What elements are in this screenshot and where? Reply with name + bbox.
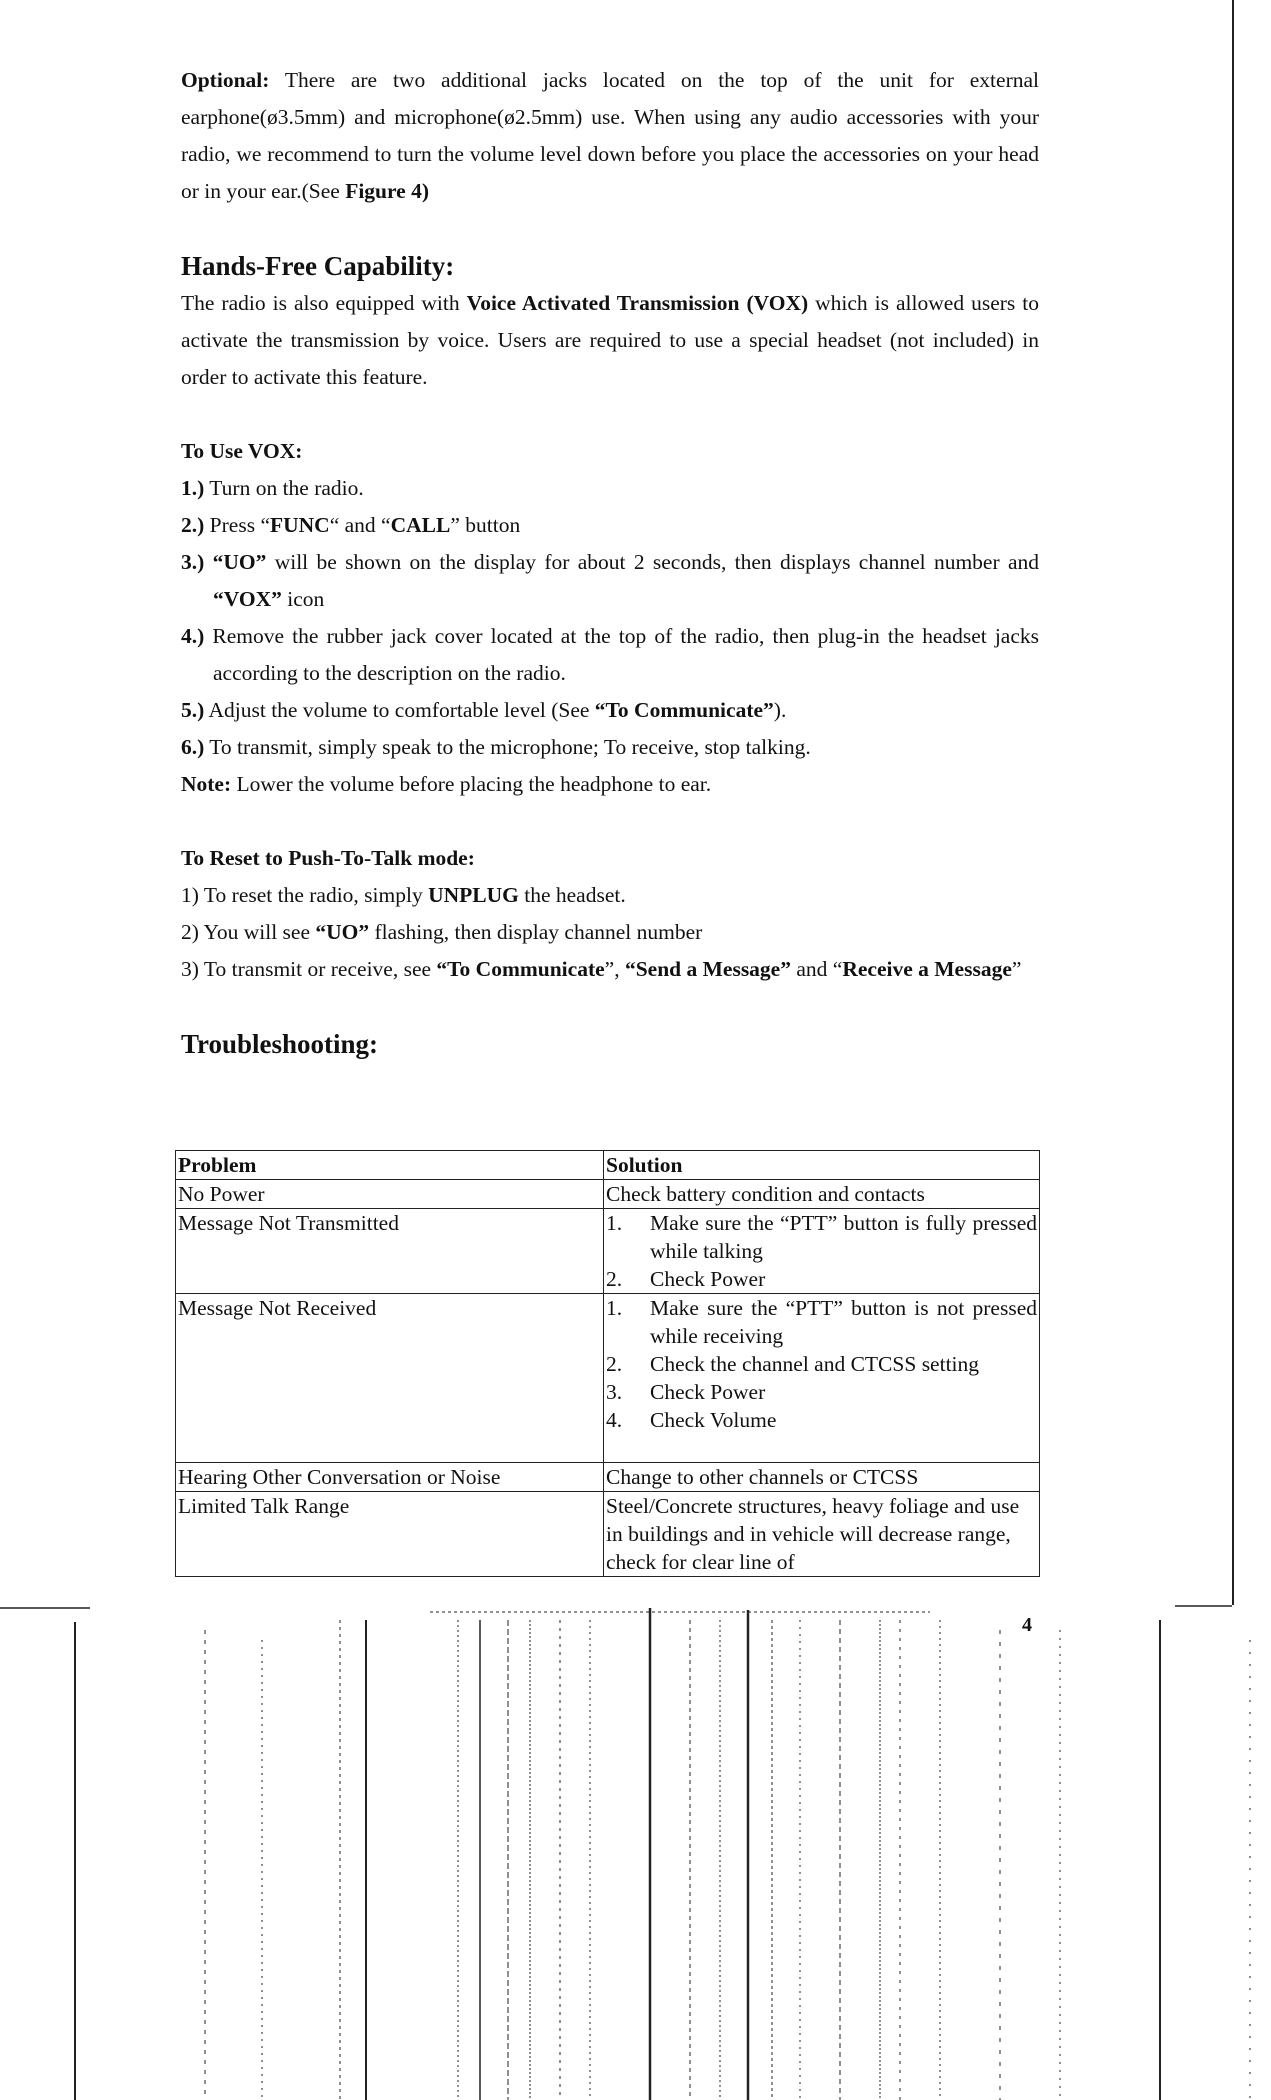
header-solution: Solution	[604, 1151, 1040, 1180]
solution-cell: Change to other channels or CTCSS	[604, 1463, 1040, 1492]
send-message-ref: “Send a Message”	[624, 957, 791, 981]
reset-step-3-text-d: ”	[1011, 957, 1022, 981]
scan-noise-area	[0, 1600, 1271, 2100]
problem-cell: Hearing Other Conversation or Noise	[176, 1463, 604, 1492]
vox-step-2-num: 2.)	[181, 513, 205, 537]
solution-item	[606, 1350, 1037, 1378]
vox-step-3-num: 3.)	[181, 550, 205, 574]
vox-step-6	[181, 729, 1039, 766]
table-row	[176, 1209, 1040, 1294]
vox-step-1	[181, 470, 1039, 507]
to-communicate-ref-2: “To Communicate	[436, 957, 605, 981]
solution-item	[606, 1265, 1037, 1293]
solution-num: 2.	[606, 1267, 623, 1291]
table-row	[176, 1180, 1040, 1209]
solution-text: Make sure the “PTT” button is not pressed while receiving	[650, 1296, 1037, 1348]
reset-ptt-title: To Reset to Push-To-Talk mode:	[181, 846, 475, 870]
table-row	[176, 1294, 1040, 1463]
vox-step-6-text: To transmit, simply speak to the microphone; To receive, stop talking.	[204, 735, 811, 759]
reset-step-3-text-c: and “	[790, 957, 843, 981]
solution-cell	[604, 1209, 1040, 1294]
troubleshooting-title: Troubleshooting:	[181, 1029, 379, 1059]
reset-step-3-text-a: 3) To transmit or receive, see	[181, 957, 437, 981]
solution-text: Check Power	[650, 1267, 766, 1291]
solution-cell: Check battery condition and contacts	[604, 1180, 1040, 1209]
reset-step-2-text-b: flashing, then display channel number	[369, 920, 703, 944]
vox-step-2-text-a: Press “	[204, 513, 270, 537]
solution-num: 2.	[606, 1352, 623, 1376]
page-edge-rule	[1232, 0, 1234, 1605]
solution-num: 1.	[606, 1211, 623, 1235]
solution-item	[606, 1406, 1037, 1434]
uo-display-ref: “UO”	[204, 550, 267, 574]
solution-num: 3.	[606, 1380, 623, 1404]
reset-step-2	[181, 914, 1039, 951]
solution-item	[606, 1294, 1037, 1350]
hands-free-paragraph	[181, 285, 1039, 396]
solution-text: Make sure the “PTT” button is fully pressed while talking	[650, 1211, 1037, 1263]
solution-num: 1.	[606, 1296, 623, 1320]
vox-step-4-text: Remove the rubber jack cover located at the top of the radio, then plug-in the headset jacks according to the description on the radio.	[204, 624, 1039, 685]
func-button-ref: FUNC	[269, 513, 330, 537]
to-communicate-ref: “To Communicate”	[594, 698, 774, 722]
hands-free-text-b: which is allowed users to activate the transmission by voice. Users are required to use a special headset (not included) in order to activate this feature.	[181, 291, 1039, 389]
table-row	[176, 1463, 1040, 1492]
vox-step-6-num: 6.)	[181, 735, 205, 759]
optional-paragraph	[181, 62, 1039, 210]
vox-step-5-num: 5.)	[181, 698, 205, 722]
vox-step-3-text-b: icon	[281, 587, 325, 611]
hands-free-title: Hands-Free Capability:	[181, 251, 455, 281]
vox-step-4-num: 4.)	[181, 624, 205, 648]
vox-step-5	[181, 692, 1039, 729]
use-vox-title: To Use VOX:	[181, 439, 303, 463]
problem-cell: Message Not Transmitted	[176, 1209, 604, 1294]
page-number: 4	[1022, 1614, 1032, 1636]
solution-text: Check the channel and CTCSS setting	[650, 1352, 980, 1376]
reset-step-3	[181, 951, 1039, 988]
solution-cell: Steel/Concrete structures, heavy foliage and use in buildings and in vehicle will decrease range, check for clear line of	[604, 1492, 1040, 1577]
vox-step-3-text-a: will be shown on the display for about 2 seconds, then displays channel number and	[266, 550, 1039, 574]
header-problem: Problem	[176, 1151, 604, 1180]
reset-step-1-text-a: 1) To reset the radio, simply	[181, 883, 429, 907]
unplug-term: UNPLUG	[428, 883, 519, 907]
vox-step-3	[181, 544, 1039, 618]
vox-step-2-text-c: ” button	[450, 513, 521, 537]
figure-ref: Figure 4)	[345, 179, 429, 203]
vox-step-4	[181, 618, 1039, 692]
problem-cell: No Power	[176, 1180, 604, 1209]
solution-item	[606, 1209, 1037, 1265]
call-button-ref: CALL	[390, 513, 451, 537]
note-text: Lower the volume before placing the headphone to ear.	[231, 772, 712, 796]
vox-step-5-text-b: ).	[773, 698, 787, 722]
problem-cell: Message Not Received	[176, 1294, 604, 1463]
solution-cell	[604, 1294, 1040, 1463]
reset-step-3-text-b: ”,	[604, 957, 625, 981]
solution-num: 4.	[606, 1408, 623, 1432]
optional-text: There are two additional jacks located on the top of the unit for external earphone(ø3.5mm) and microphone(ø2.5mm) use. When using any audio accessories with your radio, we recommend to turn the volume level down before you place the accessories on your head or in your ear.(See	[181, 68, 1039, 203]
reset-step-2-text-a: 2) You will see	[181, 920, 316, 944]
reset-step-1-text-b: the headset.	[518, 883, 626, 907]
vox-term: Voice Activated Transmission (VOX)	[466, 291, 809, 315]
note-label: Note:	[181, 772, 232, 796]
page-content	[181, 62, 1039, 1063]
uo-flash-ref: “UO”	[315, 920, 370, 944]
optional-label: Optional:	[181, 68, 270, 92]
solution-item	[606, 1378, 1037, 1406]
receive-message-ref: Receive a Message	[842, 957, 1012, 981]
vox-step-5-text-a: Adjust the volume to comfortable level (See	[204, 698, 595, 722]
vox-step-1-num: 1.)	[181, 476, 205, 500]
solution-text: Check Volume	[650, 1408, 777, 1432]
problem-cell: Limited Talk Range	[176, 1492, 604, 1577]
hands-free-text-a: The radio is also equipped with	[181, 291, 467, 315]
reset-step-1	[181, 877, 1039, 914]
troubleshooting-table	[175, 1150, 1040, 1577]
vox-step-1-text: Turn on the radio.	[204, 476, 364, 500]
vox-note	[181, 766, 1039, 803]
table-header-row	[176, 1151, 1040, 1180]
solution-text: Check Power	[650, 1380, 766, 1404]
vox-step-2	[181, 507, 1039, 544]
table-row	[176, 1492, 1040, 1577]
vox-icon-ref: “VOX”	[213, 587, 282, 611]
vox-step-2-text-b: “ and “	[329, 513, 391, 537]
